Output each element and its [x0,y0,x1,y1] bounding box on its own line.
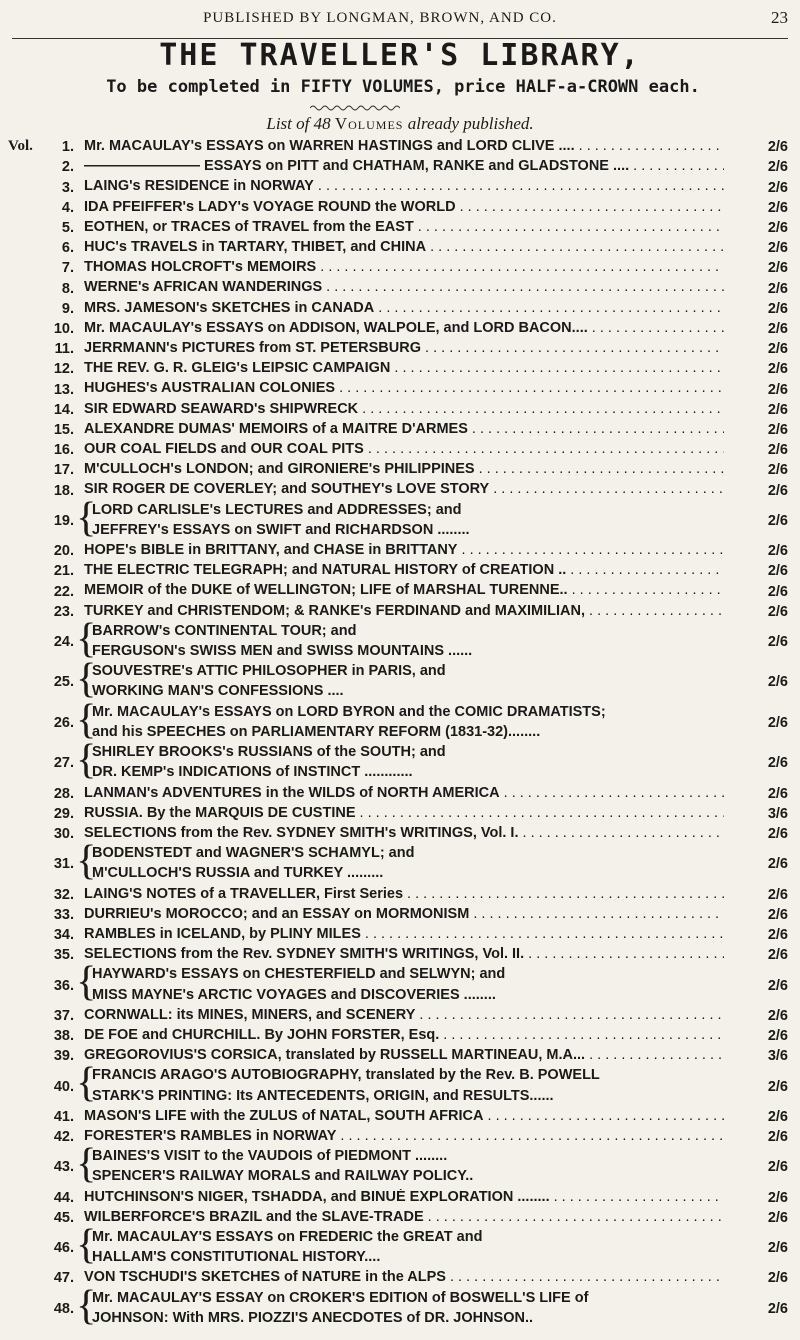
volume-number: 7. [61,260,74,277]
volume-number: 9. [61,300,74,317]
volume-title-line: SELECTIONS from the Rev. SYDNEY SMITH's WRITINGS, Vol. I. . . . [84,825,724,841]
volume-title-line: SHIRLEY BROOKS's RUSSIANS of the SOUTH; and [92,744,446,761]
volume-title-line: LAING'S NOTES of a TRAVELLER, First Series . . . [84,886,724,902]
left-brace: { [76,695,97,743]
volume-price: 2/6 [767,139,788,156]
volume-title-line: GREGOROVIUS'S CORSICA, translated by RUSSELL MARTINEAU, M.A... . . . [84,1047,724,1063]
volume-price: 2/6 [767,159,788,176]
volume-number: 17. [53,462,74,479]
volume-title-line: JERRMANN's PICTURES from ST. PETERSBURG . . . [84,340,724,356]
volume-number: 4. [61,199,74,216]
volume-price: 2/6 [767,1209,788,1226]
volume-number: 6. [61,240,74,257]
volume-title-line: SOUVESTRE's ATTIC PHILOSOPHER in PARIS, and [92,663,446,680]
volume-number: 37. [53,1007,74,1024]
volume-price: 2/6 [767,320,788,337]
page-title: THE TRAVELLER'S LIBRARY, [159,38,641,73]
volume-number: 13. [53,381,74,398]
volume-price: 2/6 [767,906,788,923]
volume-title-line: JOHNSON: With MRS. PIOZZI'S ANECDOTES of DR. JOHNSON.. [92,1309,534,1326]
volume-number: 21. [53,563,74,580]
left-brace: { [76,614,97,662]
volume-title-line: Mr. MACAULAY's ESSAYS on LORD BYRON and the COMIC DRAMATISTS; [92,703,606,720]
volume-title-line: HAYWARD's ESSAYS on CHESTERFIELD and SELWYN; and [92,966,506,983]
list-item [0,401,800,421]
list-item [0,603,800,623]
volume-price: 2/6 [767,462,788,479]
list-item [0,837,800,885]
list-item [0,158,800,178]
volume-number: 19. [53,512,74,529]
list-item [0,1281,800,1330]
list-item [0,582,800,602]
volume-title-line: THOMAS HOLCROFT's MEMOIRS . . . [84,259,724,275]
list-heading-volumes: Volumes [334,114,404,133]
list-item [0,1209,800,1229]
list-item [0,493,800,542]
list-item [0,199,800,219]
volume-price: 2/6 [767,674,788,691]
volume-price: 2/6 [767,260,788,277]
volume-title-line: WILBERFORCE'S BRAZIL and the SLAVE-TRADE . . . [84,1209,724,1225]
volume-title-line: EOTHEN, or TRACES of TRAVEL from the EAST . . . [84,219,724,235]
volume-price: 2/6 [767,1270,788,1287]
volume-number: 5. [61,219,74,236]
list-item [0,946,800,966]
list-item [0,279,800,299]
volume-title-line: Mr. MACAULAY's ESSAYS on WARREN HASTINGS and LORD CLIVE .... . . . [84,138,724,154]
volume-title-line: FORESTER'S RAMBLES in NORWAY . . . [84,1128,724,1144]
volume-price: 2/6 [767,1108,788,1125]
volume-number: 28. [53,785,74,802]
volume-price: 2/6 [767,179,788,196]
list-item [0,886,800,906]
volume-number: 47. [53,1270,74,1287]
list-item [0,461,800,481]
page-subtitle: To be completed in FIFTY VOLUMES, price HALF-a-CROWN each. [106,77,700,97]
volume-price: 2/6 [767,1240,788,1257]
volume-title-line: RAMBLES in ICELAND, by PLINY MILES . . . [84,926,724,942]
volume-price: 2/6 [767,1129,788,1146]
list-item [0,1220,800,1269]
volume-price: 2/6 [767,1078,788,1095]
volume-title-line: THE ELECTRIC TELEGRAPH; and NATURAL HISTORY of CREATION .. . . . [84,562,724,578]
volume-price: 2/6 [767,482,788,499]
list-item [0,562,800,582]
list-item [0,1027,800,1047]
volume-number: 22. [53,583,74,600]
list-item [0,1007,800,1027]
volume-number: 34. [53,927,74,944]
volume-title-line: THE REV. G. R. GLEIG's LEIPSIC CAMPAIGN . . . [84,360,724,376]
volume-price: 2/6 [767,341,788,358]
volume-number: 48. [53,1300,74,1317]
volume-title-line: DURRIEU's MOROCCO; and an ESSAY on MORMONISM . . . [84,906,724,922]
volume-number: 32. [53,886,74,903]
volume-number: 24. [53,634,74,651]
volume-title-line: ———————— ESSAYS on PITT and CHATHAM, RANKE and GLADSTONE .... . . . [84,158,724,174]
volume-number: 14. [53,401,74,418]
volume-number: 10. [53,320,74,337]
list-item [0,1059,800,1107]
volume-title-line: HOPE's BIBLE in BRITTANY, and CHASE in BRITTANY . . . [84,542,724,558]
left-brace: { [76,1140,97,1188]
list-item [0,481,800,501]
running-header [0,8,800,34]
volume-price: 2/6 [767,1189,788,1206]
volume-title-line: LANMAN's ADVENTURES in the WILDS of NORTH AMERICA . . . [84,785,724,801]
volume-price: 2/6 [767,886,788,903]
volume-title-line: ALEXANDRE DUMAS' MEMOIRS of a MAITRE D'ARMES . . . [84,421,724,437]
volume-title-line: Mr. MACAULAY'S ESSAYS on FREDERIC the GREAT and [92,1228,483,1245]
volume-number: 8. [61,280,74,297]
volume-number: 1. [61,139,74,156]
list-item [0,542,800,562]
volume-title-line: MRS. JAMESON's SKETCHES in CANADA . . . [84,300,724,316]
volume-number: 15. [53,421,74,438]
volume-title-line: HALLAM'S CONSTITUTIONAL HISTORY.... [92,1249,381,1266]
page-number: 23 [771,8,788,27]
volume-number: 16. [53,442,74,459]
volume-title-line: BODENSTEDT and WAGNER'S SCHAMYL; and [92,845,415,862]
volume-title-line: LAING's RESIDENCE in NORWAY . . . [84,178,724,194]
list-item [0,1108,800,1128]
volume-price: 2/6 [767,219,788,236]
volume-title-line: FERGUSON's SWISS MEN and SWISS MOUNTAINS ...... [92,643,473,660]
list-item [0,300,800,320]
list-item [0,138,800,158]
list-item [0,1269,800,1289]
volume-price: 2/6 [767,512,788,529]
left-brace: { [76,493,97,541]
volume-title-line: M'CULLOCH's LONDON; and GIRONIERE's PHILIPPINES . . . [84,461,724,477]
volume-price: 2/6 [767,947,788,964]
list-item [0,1140,800,1188]
volume-number: 29. [53,805,74,822]
volume-title-line: Mr. MACAULAY's ESSAYS on ADDISON, WALPOLE, and LORD BACON.... . . . [84,320,724,336]
volume-price: 2/6 [767,240,788,257]
volume-price: 3/6 [767,805,788,822]
list-item [0,320,800,340]
left-brace: { [76,958,97,1006]
volume-number: 33. [53,906,74,923]
list-item [0,219,800,239]
list-item [0,785,800,805]
list-heading-prefix: List of 48 [266,114,331,133]
volume-title-line: and his SPEECHES on PARLIAMENTARY REFORM (1831-32)........ [92,723,541,740]
volume-price: 2/6 [767,603,788,620]
volume-title-line: JEFFREY's ESSAYS on SWIFT and RICHARDSON ........ [92,521,470,538]
volume-title-line: RUSSIA. By the MARQUIS DE CUSTINE . . . [84,805,724,821]
volume-number: 46. [53,1240,74,1257]
volume-price: 2/6 [767,977,788,994]
volume-title-line: LORD CARLISLE's LECTURES and ADDRESSES; and [92,501,462,518]
volume-price: 2/6 [767,401,788,418]
list-item [0,441,800,461]
volume-price: 2/6 [767,1300,788,1317]
list-item [0,178,800,198]
volume-price: 2/6 [767,826,788,842]
volume-title-line: SPENCER'S RAILWAY MORALS and RAILWAY POLICY.. [92,1168,474,1185]
volume-title-line: HUC's TRAVELS in TARTARY, THIBET, and CHINA . . . [84,239,724,255]
volume-price: 2/6 [767,421,788,438]
volume-price: 2/6 [767,755,788,772]
volume-title-line: WERNE's AFRICAN WANDERINGS . . . [84,279,724,295]
list-item [0,958,800,1006]
volume-number: 11. [54,341,74,358]
volume-price: 2/6 [767,543,788,560]
volume-price: 2/6 [767,785,788,802]
volume-price: 2/6 [767,714,788,731]
volume-price: 2/6 [767,1159,788,1176]
volume-number: 39. [53,1048,74,1065]
list-item [0,805,800,825]
list-item [0,1189,800,1209]
volume-price: 2/6 [767,563,788,580]
volume-title-line: DE FOE and CHURCHILL. By JOHN FORSTER, Esq. . . . [84,1027,724,1043]
volume-title-line: MEMOIR of the DUKE of WELLINGTON; LIFE of MARSHAL TURENNE.. . . . [84,582,724,598]
volume-number: 44. [53,1189,74,1206]
list-item [0,825,800,845]
volume-title-line: BARROW's CONTINENTAL TOUR; and [92,622,357,639]
list-item [0,695,800,744]
volume-title-line: MISS MAYNE's ARCTIC VOYAGES and DISCOVERIES ........ [92,986,496,1003]
publisher-line: PUBLISHED BY LONGMAN, BROWN, AND CO. [203,10,557,26]
volume-title-line: STARK'S PRINTING: Its ANTECEDENTS, ORIGIN, and RESULTS...... [92,1087,554,1104]
volume-price: 2/6 [767,442,788,459]
volume-title-line: MASON'S LIFE with the ZULUS of NATAL, SOUTH AFRICA . . . [84,1108,724,1124]
volume-number: 38. [53,1028,74,1045]
list-item [0,421,800,441]
volume-price: 2/6 [767,280,788,297]
left-brace: { [76,1059,97,1107]
volume-price: 2/6 [767,634,788,651]
volume-price: 2/6 [767,381,788,398]
volume-number: 30. [53,826,74,842]
volume-number: 18. [53,482,74,499]
volume-number: 35. [53,947,74,964]
list-heading-suffix: already published. [407,114,534,133]
volume-number: 26. [53,714,74,731]
volume-number: 2. [61,159,74,176]
list-item [0,340,800,360]
volume-title-line: SIR ROGER DE COVERLEY; and SOUTHEY's LOVE STORY . . . [84,481,724,497]
volume-title-line: FRANCIS ARAGO'S AUTOBIOGRAPHY, translated by the Rev. B. POWELL [92,1067,600,1084]
volume-title-line: IDA PFEIFFER's LADY's VOYAGE ROUND the WORLD . . . [84,199,724,215]
volume-title-line: WORKING MAN'S CONFESSIONS .... [92,683,344,700]
list-item [0,380,800,400]
volume-title-line: M'CULLOCH'S RUSSIA and TURKEY ......... [92,865,384,882]
list-item [0,1047,800,1067]
list-item [0,736,800,784]
volume-label: Vol. [8,138,33,154]
left-brace: { [76,1220,97,1268]
left-brace: { [76,1281,97,1329]
volume-number: 40. [53,1078,74,1095]
list-item [0,239,800,259]
volume-price: 2/6 [767,583,788,600]
volume-title-line: SIR EDWARD SEAWARD's SHIPWRECK . . . [84,401,724,417]
volume-title-line: SELECTIONS from the Rev. SYDNEY SMITH'S WRITINGS, Vol. II. . . . [84,946,724,962]
list-item [0,259,800,279]
list-item [0,360,800,380]
volume-title-line: HUGHES's AUSTRALIAN COLONIES . . . [84,380,724,396]
volume-price: 3/6 [767,1048,788,1065]
volume-price: 2/6 [767,199,788,216]
volume-number: 25. [53,674,74,691]
list-item [0,926,800,946]
volume-title-line: OUR COAL FIELDS and OUR COAL PITS . . . [84,441,724,457]
list-item [0,906,800,926]
volume-title-line: Mr. MACAULAY'S ESSAY on CROKER'S EDITION of BOSWELL'S LIFE of [92,1289,589,1306]
volume-title-line: VON TSCHUDI'S SKETCHES of NATURE in the ALPS . . . [84,1269,724,1285]
volume-number: 43. [53,1159,74,1176]
list-item [0,1128,800,1148]
volume-number: 31. [53,856,74,873]
volume-title-line: TURKEY and CHRISTENDOM; & RANKE's FERDINAND and MAXIMILIAN, . . . [84,603,724,619]
wavy-ornament [310,104,400,112]
volume-title-line: DR. KEMP's INDICATIONS of INSTINCT ............ [92,764,413,781]
volume-price: 2/6 [767,1007,788,1024]
list-heading [0,114,800,134]
volume-number: 45. [53,1209,74,1226]
list-item [0,614,800,663]
volume-number: 27. [53,755,74,772]
list-item [0,655,800,703]
left-brace: { [76,655,97,703]
volume-price: 2/6 [767,927,788,944]
volume-number: 36. [53,977,74,994]
volume-title-line: BAINES'S VISIT to the VAUDOIS of PIEDMONT ........ [92,1148,448,1165]
volume-number: 41. [53,1108,74,1125]
volume-number: 3. [61,179,74,196]
left-brace: { [76,736,97,784]
volume-price: 2/6 [767,856,788,873]
volume-number: 42. [53,1129,74,1146]
volume-title-line: HUTCHINSON'S NIGER, TSHADDA, and BINUÉ EXPLORATION ........ . . . [84,1189,724,1205]
volume-number: 12. [53,361,74,378]
volume-number: 20. [53,543,74,560]
volume-number: 23. [53,603,74,620]
volume-price: 2/6 [767,1028,788,1045]
volume-price: 2/6 [767,361,788,378]
left-brace: { [76,837,97,885]
volume-price: 2/6 [767,300,788,317]
volume-title-line: CORNWALL: its MINES, MINERS, and SCENERY . . . [84,1007,724,1023]
